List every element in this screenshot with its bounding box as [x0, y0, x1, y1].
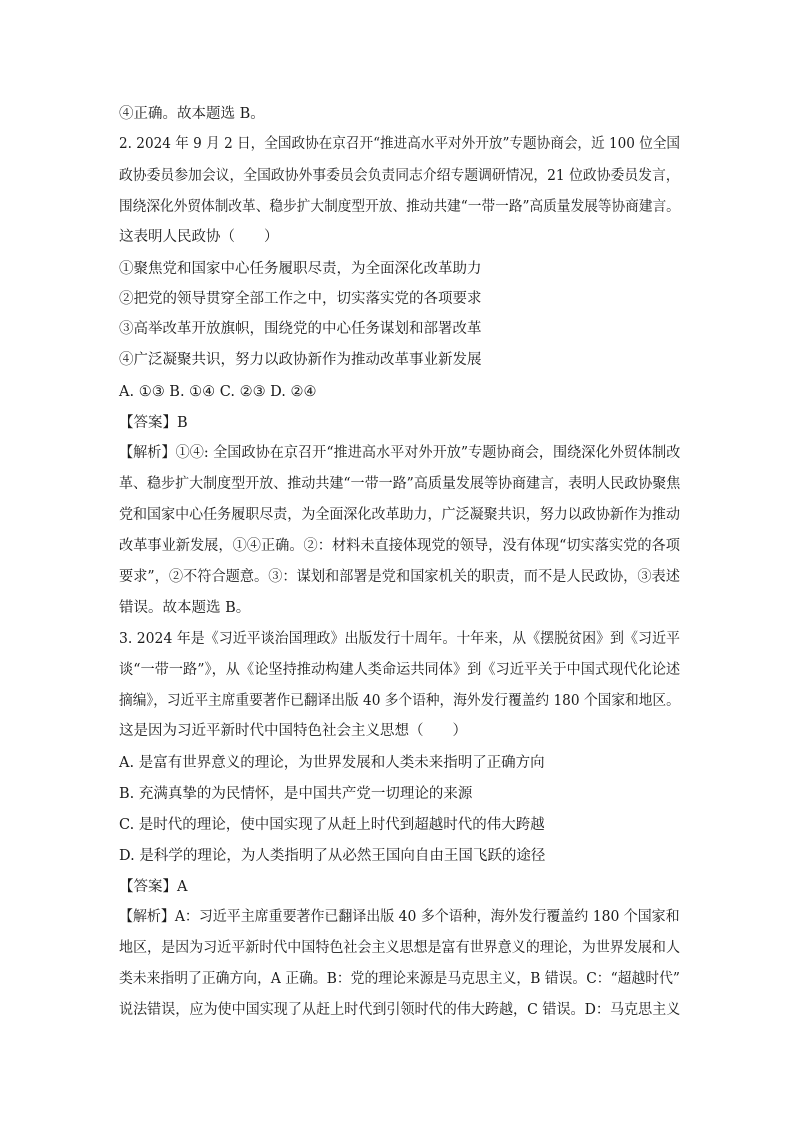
q2-analysis-line-2: 革、稳步扩大制度型开放、推动共建“一带一路”高质量发展等协商建言，表明人民政协聚焦 — [119, 476, 681, 492]
q2-statement-3: ③高举改革开放旗帜，围绕党的中心任务谋划和部署改革 — [119, 321, 482, 337]
q3-analysis-line-3: 类未来指明了正确方向，A 正确。B：党的理论来源是马克思主义，B 错误。C：“超越时代” — [119, 971, 680, 987]
q3-stem-line-1: 3. 2024 年是《习近平谈治国理政》出版发行十周年。十年来，从《摆脱贫困》到《习近平 — [119, 631, 680, 647]
q2-stem-line-4: 这表明人民政协（ ） — [119, 229, 279, 245]
q2-stem-line-2: 政协委员参加会议，全国政协外事委员会负责同志介绍专题调研情况，21 位政协委员发言， — [119, 168, 680, 184]
q2-options: A. ①③ B. ①④ C. ②③ D. ②④ — [119, 384, 317, 400]
q3-analysis-line-4: 说法错误，应为使中国实现了从赶上时代到引领时代的伟大跨越，C 错误。D：马克思主义 — [119, 1002, 681, 1018]
q3-stem-line-4: 这是因为习近平新时代中国特色社会主义思想（ ） — [119, 723, 467, 739]
q2-statement-4: ④广泛凝聚共识，努力以政协新作为推动改革事业新发展 — [119, 352, 482, 368]
q2-answer: 【答案】B — [119, 415, 188, 431]
q3-option-b: B. 充满真挚的为民情怀，是中国共产党一切理论的来源 — [119, 786, 473, 802]
q2-stem-line-1: 2. 2024 年 9 月 2 日，全国政协在京召开“推进高水平对外开放”专题协商会，近 100 位全国 — [119, 136, 681, 152]
q3-option-d: D. 是科学的理论，为人类指明了从必然王国向自由王国飞跃的途径 — [119, 848, 546, 864]
q2-statement-1: ①聚焦党和国家中心任务履职尽责，为全面深化改革助力 — [119, 261, 482, 277]
q2-stem-line-3: 围绕深化外贸体制改革、稳步扩大制度型开放、推动共建“一带一路”高质量发展等协商建言。 — [119, 199, 680, 215]
q3-stem-line-3: 摘编》，习近平主席重要著作已翻译出版 40 多个语种，海外发行覆盖约 180 个国家和地区。 — [119, 693, 680, 709]
q3-stem-line-2: 谈“一带一路”》，从《论坚持推动构建人类命运共同体》到《习近平关于中国式现代化论述 — [119, 662, 681, 678]
q3-answer: 【答案】A — [119, 879, 188, 895]
q3-analysis-line-2: 地区，是因为习近平新时代中国特色社会主义思想是富有世界意义的理论，为世界发展和人 — [119, 940, 680, 956]
q2-analysis-line-6: 错误。故本题选 B。 — [119, 600, 251, 616]
q2-analysis-line-1: 【解析】①④: 全国政协在京召开“推进高水平对外开放”专题协商会，围绕深化外贸体制改 — [119, 445, 681, 461]
q2-analysis-line-3: 党和国家中心任务履职尽责，为全面深化改革助力，广泛凝聚共识，努力以政协新作为推动 — [119, 507, 680, 523]
previous-question-conclusion: ④正确。故本题选 B。 — [119, 106, 265, 122]
q3-option-a: A. 是富有世界意义的理论，为世界发展和人类未来指明了正确方向 — [119, 755, 545, 771]
q2-analysis-line-4: 改革事业新发展，①④正确。②：材料未直接体现党的领导，没有体现“切实落实党的各项 — [119, 538, 680, 554]
q2-analysis-line-5: 要求”，②不符合题意。③：谋划和部署是党和国家机关的职责，而不是人民政协，③表述 — [119, 569, 680, 585]
q2-statement-2: ②把党的领导贯穿全部工作之中，切实落实党的各项要求 — [119, 291, 482, 307]
q3-analysis-line-1: 【解析】A：习近平主席重要著作已翻译出版 40 多个语种，海外发行覆盖约 180 个国家和 — [119, 909, 680, 925]
q3-option-c: C. 是时代的理论，使中国实现了从赶上时代到超越时代的伟大跨越 — [119, 817, 545, 833]
